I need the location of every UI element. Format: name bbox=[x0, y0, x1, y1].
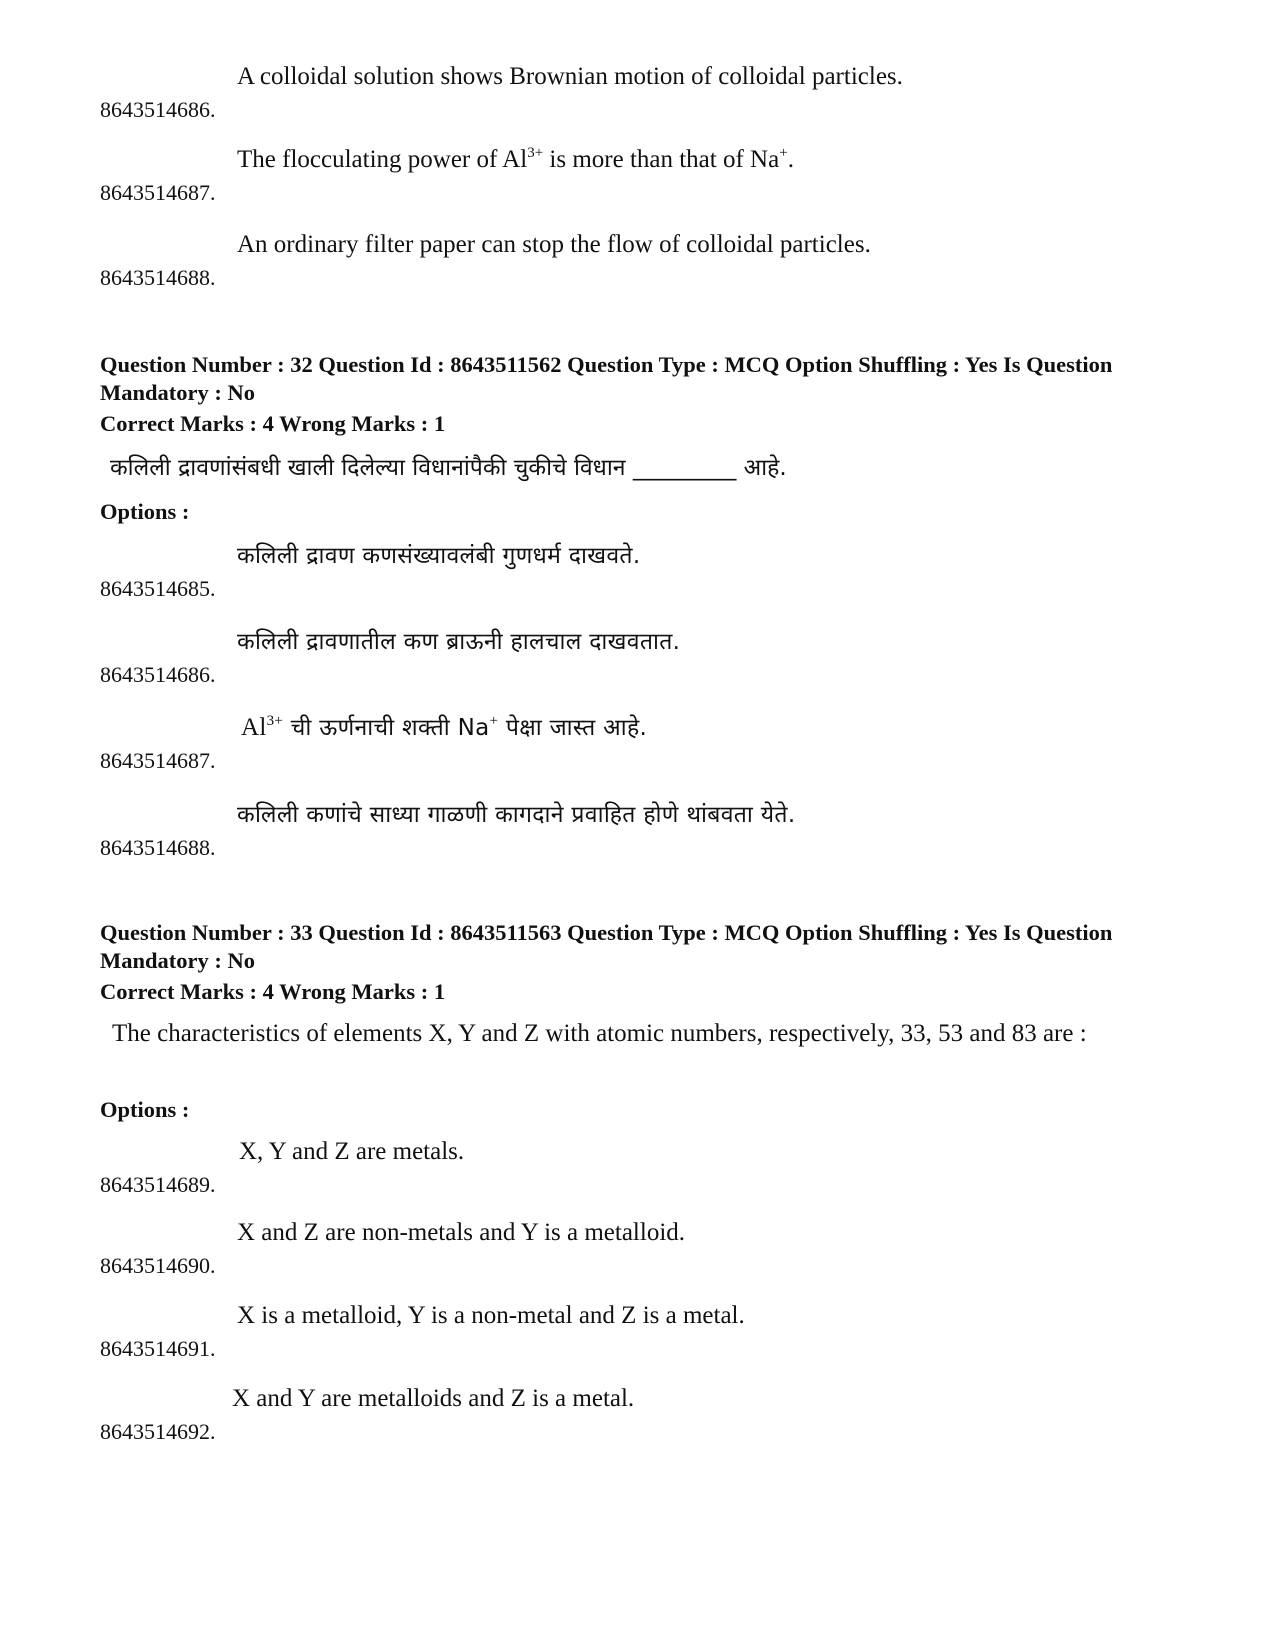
superscript-charge: 3+ bbox=[527, 145, 544, 161]
question-text: The characteristics of elements X, Y and Z with atomic numbers, respectively, 33, 53 and 83 are : bbox=[112, 1020, 1087, 1047]
option-id: 8643514686. bbox=[100, 662, 216, 687]
option-text: कलिली कणांचे साध्या गाळणी कागदाने प्रवाहित होणे थांबवता येते. bbox=[237, 802, 796, 828]
question-header: Question Number : 33 Question Id : 8643511563 Question Type : MCQ Option Shuffling : Yes Is Question Mandatory : No bbox=[100, 920, 1113, 973]
option-id: 8643514687. bbox=[100, 748, 216, 773]
option-text-part: ची ऊर्णनाची शक्ती Na bbox=[283, 715, 490, 741]
option-row bbox=[100, 62, 1200, 122]
option-id: 8643514692. bbox=[100, 1419, 216, 1444]
option-text: X and Z are non-metals and Y is a metalloid. bbox=[237, 1219, 686, 1246]
question-text: कलिली द्रावणांसंबधी खाली दिलेल्या विधानांपैकी चुकीचे विधान _________ आहे. bbox=[110, 455, 787, 481]
option-row bbox=[100, 145, 1200, 205]
option-id: 8643514688. bbox=[100, 835, 216, 860]
option-text: X and Y are metalloids and Z is a metal. bbox=[232, 1385, 635, 1412]
option-id: 8643514688. bbox=[100, 265, 216, 290]
marks-line: Correct Marks : 4 Wrong Marks : 1 bbox=[100, 979, 446, 1004]
option-text-part: . bbox=[787, 146, 794, 173]
superscript-charge: + bbox=[489, 713, 499, 729]
option-text: कलिली द्रावण कणसंख्यावलंबी गुणधर्म दाखवते. bbox=[237, 543, 641, 569]
option-text-part: पेक्षा जास्त आहे. bbox=[498, 715, 648, 741]
option-text bbox=[241, 713, 647, 743]
options-label: Options : bbox=[100, 499, 190, 524]
option-text: कलिली द्रावणातील कण ब्राऊनी हालचाल दाखवतात. bbox=[237, 629, 681, 655]
option-text-part: is more than that of Na bbox=[543, 146, 780, 173]
option-id: 8643514690. bbox=[100, 1253, 216, 1278]
marks-line: Correct Marks : 4 Wrong Marks : 1 bbox=[100, 411, 446, 436]
option-row bbox=[100, 800, 1200, 860]
option-row bbox=[100, 1218, 1200, 1278]
option-row bbox=[100, 627, 1200, 687]
option-text-part: Al bbox=[241, 714, 267, 741]
option-text: An ordinary filter paper can stop the flow of colloidal particles. bbox=[237, 231, 871, 258]
superscript-charge: + bbox=[779, 145, 788, 161]
option-id: 8643514685. bbox=[100, 576, 216, 601]
option-id: 8643514689. bbox=[100, 1172, 216, 1197]
option-id: 8643514687. bbox=[100, 180, 216, 205]
question-header: Question Number : 32 Question Id : 8643511562 Question Type : MCQ Option Shuffling : Yes Is Question Mandatory : No bbox=[100, 352, 1113, 405]
superscript-charge: 3+ bbox=[266, 713, 284, 729]
option-text: A colloidal solution shows Brownian motion of colloidal particles. bbox=[237, 63, 903, 90]
option-row bbox=[100, 230, 1200, 290]
option-row bbox=[100, 541, 1200, 601]
option-text: X is a metalloid, Y is a non-metal and Z is a metal. bbox=[237, 1302, 745, 1329]
option-row bbox=[100, 1137, 1200, 1197]
option-text bbox=[237, 145, 794, 175]
options-label: Options : bbox=[100, 1097, 190, 1122]
option-row bbox=[100, 713, 1200, 773]
option-row bbox=[100, 1301, 1200, 1361]
option-text-part: The flocculating power of Al bbox=[237, 146, 528, 173]
option-id: 8643514691. bbox=[100, 1336, 216, 1361]
option-text: X, Y and Z are metals. bbox=[239, 1138, 465, 1165]
option-row bbox=[100, 1384, 1200, 1444]
option-id: 8643514686. bbox=[100, 97, 216, 122]
